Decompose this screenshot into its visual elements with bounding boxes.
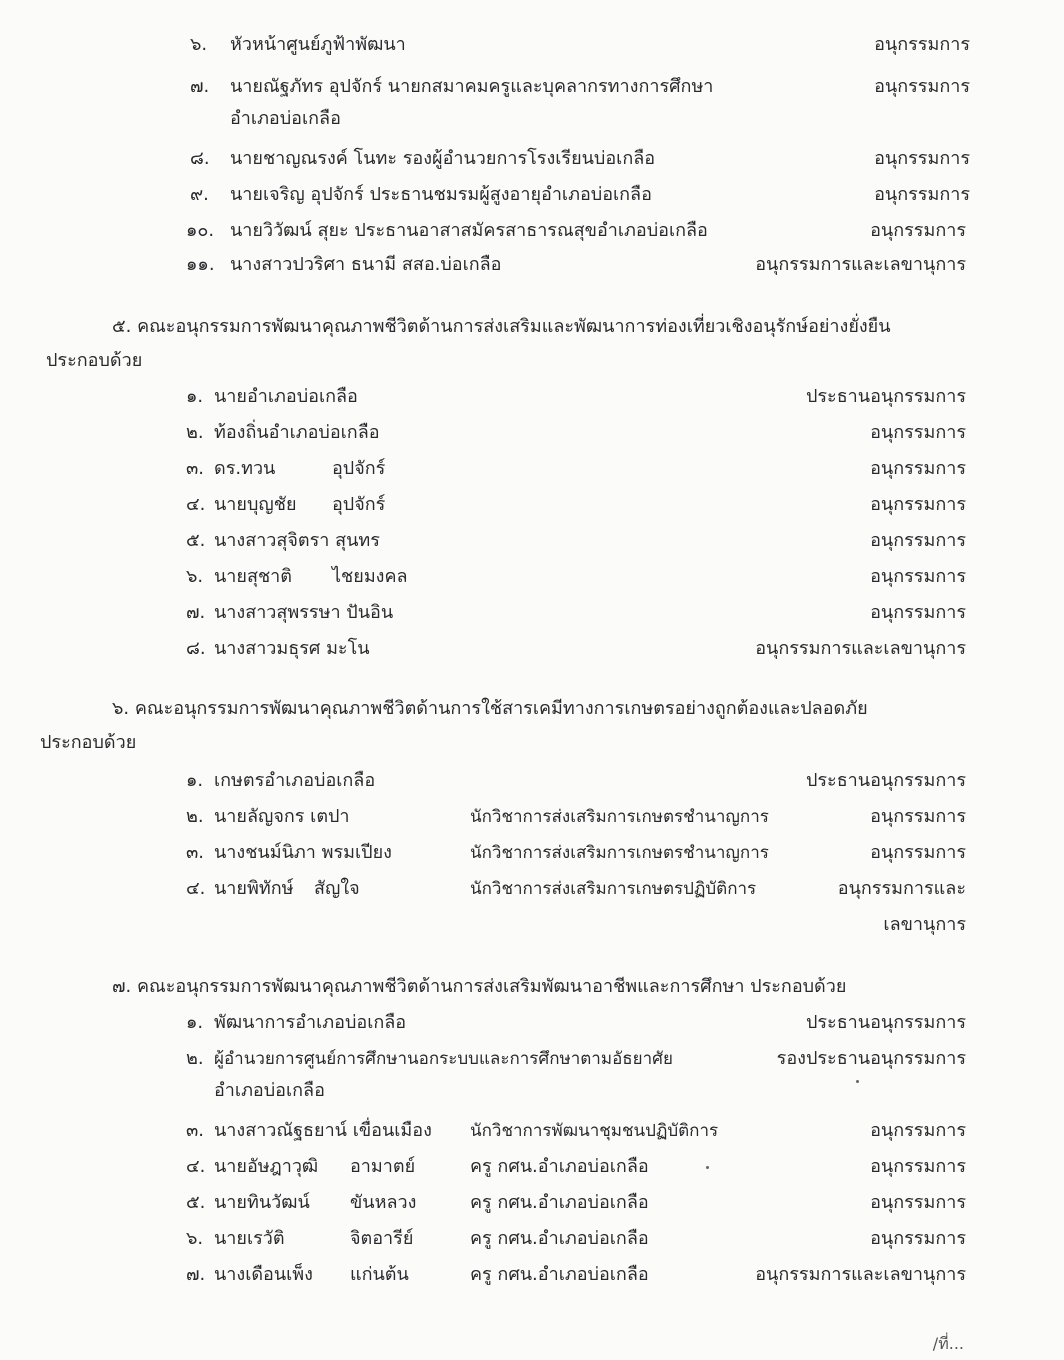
member-name: นายวิวัฒน์ สุยะ ประธานอาสาสมัครสาธารณสุขอำเภอบ่อเกลือ [230, 220, 708, 241]
member-name: นายทินวัฒน์ [214, 1192, 310, 1213]
member-name: นางเดือนเพ็ง [214, 1264, 313, 1285]
list-item [186, 382, 980, 412]
item-number: ๓. [186, 1120, 205, 1141]
item-number: ๕. [186, 530, 206, 551]
member-name: นายชาญณรงค์ โนทะ รองผู้อำนวยการโรงเรียนบ่อเกลือ [230, 148, 656, 169]
member-name: นางสาวณัฐธยาน์ เขื่อนเมือง [214, 1120, 432, 1141]
item-number: ๖. [186, 566, 204, 587]
member-surname: สัญใจ [314, 878, 360, 899]
item-number: ๘. [186, 638, 206, 659]
member-role: อนุกรรมการ [870, 842, 966, 863]
list-item [186, 634, 980, 664]
section-heading-continuation: ประกอบด้วย [46, 350, 143, 371]
item-number: ๔. [186, 1156, 206, 1177]
list-item [186, 874, 980, 904]
member-name: นางสาวสุจิตรา สุนทร [214, 530, 380, 551]
member-position: ครู กศน.อำเภอบ่อเกลือ [470, 1156, 649, 1177]
item-number: ๒. [186, 1048, 204, 1069]
member-position: ครู กศน.อำเภอบ่อเกลือ [470, 1264, 649, 1285]
section-heading: ๗. คณะอนุกรรมการพัฒนาคุณภาพชีวิตด้านการส่งเสริมพัฒนาอาชีพและการศึกษา ประกอบด้วย [112, 976, 847, 997]
member-name: นายเจริญ อุปจักร์ ประธานชมรมผู้สูงอายุอำเภอบ่อเกลือ [230, 184, 652, 205]
list-item [186, 1008, 980, 1038]
list-item [186, 838, 980, 868]
member-name: พัฒนาการอำเภอบ่อเกลือ [214, 1012, 407, 1033]
member-name-continuation: อำเภอบ่อเกลือ [214, 1080, 325, 1101]
list-item [186, 1260, 980, 1290]
list-item [190, 30, 980, 60]
member-role: อนุกรรมการ [874, 34, 970, 55]
member-role: อนุกรรมการ [874, 76, 970, 97]
list-item [186, 1188, 980, 1218]
list-item [186, 1116, 980, 1146]
member-position: นักวิชาการส่งเสริมการเกษตรชำนาญการ [470, 807, 769, 827]
member-name: หัวหน้าศูนย์ภูฟ้าพัฒนา [230, 34, 406, 55]
member-role: อนุกรรมการ [870, 1192, 966, 1213]
member-surname: จิตอารีย์ [350, 1228, 414, 1249]
member-name: นางสาวมธุรศ มะโน [214, 638, 370, 659]
list-item-continuation [186, 910, 980, 940]
member-surname: ขันหลวง [350, 1192, 417, 1213]
item-number: ๒. [186, 806, 204, 827]
item-number: ๒. [186, 422, 204, 443]
member-position: นักวิชาการส่งเสริมการเกษตรปฏิบัติการ [470, 879, 757, 899]
member-role: รองประธานอนุกรรมการ [776, 1048, 966, 1069]
list-item [186, 250, 980, 280]
member-role: อนุกรรมการ [870, 530, 966, 551]
member-name: นางชนม์นิภา พรมเปียง [214, 842, 392, 863]
list-item [190, 144, 980, 174]
page-continuation-mark: /ที่... [932, 1334, 964, 1353]
list-item [190, 72, 980, 102]
member-role: อนุกรรมการและเลขานุการ [755, 638, 966, 659]
scan-speck [856, 1080, 859, 1083]
member-role: อนุกรรมการ [870, 1156, 966, 1177]
list-item [186, 526, 980, 556]
item-number: ๖. [186, 1228, 204, 1249]
member-position: ครู กศน.อำเภอบ่อเกลือ [470, 1192, 649, 1213]
member-name: นายณัฐภัทร อุปจักร์ นายกสมาคมครูและบุคลากรทางการศึกษา [230, 76, 714, 97]
member-role: อนุกรรมการและ [837, 878, 966, 899]
member-name: เกษตรอำเภอบ่อเกลือ [214, 770, 376, 791]
item-number: ๑. [186, 1012, 204, 1033]
member-role-continuation: เลขานุการ [883, 914, 966, 935]
member-role: อนุกรรมการ [870, 220, 966, 241]
item-number: ๔. [186, 878, 206, 899]
item-number: ๑. [186, 386, 204, 407]
list-item [186, 1224, 980, 1254]
list-item-continuation [214, 1076, 614, 1106]
item-number: ๗. [186, 602, 206, 623]
item-number: ๓. [186, 458, 205, 479]
item-number: ๑. [186, 770, 204, 791]
list-item [190, 180, 980, 210]
list-item [186, 766, 980, 796]
member-role: อนุกรรมการ [870, 1120, 966, 1141]
item-number: ๑๐. [186, 220, 215, 241]
list-item [186, 1044, 980, 1074]
member-name: นายอัษฎาวุฒิ [214, 1156, 319, 1177]
member-position: นักวิชาการส่งเสริมการเกษตรชำนาญการ [470, 843, 769, 863]
member-role: ประธานอนุกรรมการ [805, 1012, 966, 1033]
list-item [186, 418, 980, 448]
member-surname: อุปจักร์ [332, 458, 386, 479]
member-role: อนุกรรมการ [870, 458, 966, 479]
member-role: อนุกรรมการ [874, 184, 970, 205]
item-number: ๓. [186, 842, 205, 863]
section-heading-continuation: ประกอบด้วย [40, 732, 137, 753]
member-name: ดร.ทวน [214, 458, 276, 479]
member-name: นายสุชาติ [214, 566, 292, 587]
member-name: ผู้อำนวยการศูนย์การศึกษานอกระบบและการศึกษาตามอัธยาศัย [214, 1049, 673, 1069]
member-name: นายเรวัติ [214, 1228, 285, 1249]
list-item [186, 802, 980, 832]
member-name-continuation: อำเภอบ่อเกลือ [230, 108, 341, 129]
section-heading: ๕. คณะอนุกรรมการพัฒนาคุณภาพชีวิตด้านการส่งเสริมและพัฒนาการท่องเที่ยวเชิงอนุรักษ์อย่างยั่งยืน [112, 316, 891, 337]
item-number: ๖. [190, 34, 208, 55]
member-role: อนุกรรมการ [870, 422, 966, 443]
member-role: อนุกรรมการและเลขานุการ [755, 254, 966, 275]
list-item [186, 562, 980, 592]
member-role: อนุกรรมการ [870, 1228, 966, 1249]
member-name: นางสาวสุพรรษา ปันอิน [214, 602, 394, 623]
list-item [186, 598, 980, 628]
member-surname: อุปจักร์ [332, 494, 386, 515]
list-item [186, 1152, 980, 1182]
section-heading: ๖. คณะอนุกรรมการพัฒนาคุณภาพชีวิตด้านการใช้สารเคมีทางการเกษตรอย่างถูกต้องและปลอดภัย [112, 698, 868, 719]
item-number: ๗. [186, 1264, 206, 1285]
member-role: ประธานอนุกรรมการ [805, 386, 966, 407]
item-number: ๘. [190, 148, 210, 169]
item-number: ๑๑. [186, 254, 215, 275]
member-surname: ไชยมงคล [332, 566, 408, 587]
member-position: ครู กศน.อำเภอบ่อเกลือ [470, 1228, 649, 1249]
list-item-continuation [230, 104, 630, 134]
member-role: อนุกรรมการ [870, 602, 966, 623]
member-name: นายอำเภอบ่อเกลือ [214, 386, 358, 407]
member-name: นายบุญชัย [214, 494, 297, 515]
member-role: อนุกรรมการ [870, 566, 966, 587]
member-surname: อามาตย์ [350, 1156, 416, 1177]
member-role: อนุกรรมการ [874, 148, 970, 169]
member-name: นางสาวปวริศา ธนามี สสอ.บ่อเกลือ [230, 254, 502, 275]
item-number: ๙. [190, 184, 209, 205]
item-number: ๕. [186, 1192, 206, 1213]
member-role: ประธานอนุกรรมการ [805, 770, 966, 791]
member-name: นายพิทักษ์ [214, 878, 294, 899]
item-number: ๔. [186, 494, 206, 515]
member-surname: แก่นต้น [350, 1264, 409, 1285]
list-item [186, 216, 980, 246]
list-item [186, 454, 980, 484]
list-item [186, 490, 980, 520]
member-name: นายลัญจกร เตปา [214, 806, 350, 827]
member-name: ท้องถิ่นอำเภอบ่อเกลือ [214, 422, 380, 443]
member-position: นักวิชาการพัฒนาชุมชนปฏิบัติการ [470, 1121, 719, 1141]
item-number: ๗. [190, 76, 210, 97]
member-role: อนุกรรมการ [870, 494, 966, 515]
member-role: อนุกรรมการ [870, 806, 966, 827]
scan-speck [706, 1166, 709, 1169]
member-role: อนุกรรมการและเลขานุการ [755, 1264, 966, 1285]
